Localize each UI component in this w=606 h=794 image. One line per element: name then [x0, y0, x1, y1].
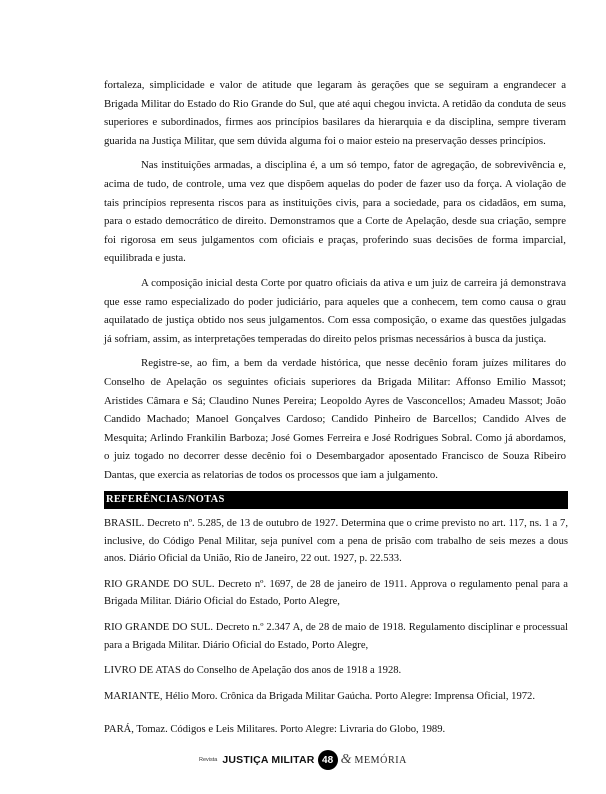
- references-header: REFERÊNCIAS/NOTAS: [104, 491, 568, 509]
- reference-item: BRASIL. Decreto nº. 5.285, de 13 de outubro de 1927. Determina que o crime previsto no art. 117, ns. 1 a 7, inclusive, do Código Penal Militar, seja punível com a pena de prisão com trabalho de seis mezes a dous anos. Diário Oficial da União, Rio de Janeiro, 22 out. 1927, p. 22.533.: [104, 518, 568, 565]
- body-text: [104, 76, 566, 484]
- page-number: 48: [318, 750, 338, 770]
- footer-memoria: MEMÓRIA: [354, 754, 408, 766]
- reference-item: LIVRO DE ATAS do Conselho de Apelação dos anos de 1918 a 1928.: [104, 665, 402, 677]
- reference-item: RIO GRANDE DO SUL. Decreto nº. 1697, de 28 de janeiro de 1911. Approva o regulamento penal para a Brigada Militar. Diário Oficial do Estado, Porto Alegre,: [104, 578, 568, 608]
- reference-item: PARÁ, Tomaz. Códigos e Leis Militares. Porto Alegre: Livraria do Globo, 1989.: [104, 724, 446, 736]
- references-list: [104, 515, 568, 747]
- reference-item: MARIANTE, Hélio Moro. Crônica da Brigada Militar Gaúcha. Porto Alegre: Imprensa Oficial, 1972.: [104, 690, 536, 702]
- paragraph: Registre-se, ao fim, a bem da verdade histórica, que nesse decênio foram juízes militares do Conselho de Apelação os seguintes oficiais superiores da Brigada Militar: Affonso Emilio Massot; Aristides Câmara e Sá; Claudino Nunes Pereira; Leopoldo Ayres de Vasconcellos; Amadeu Massot; João Candido Machado; Manoel Gonçalves Cardoso; Candido Pinheiro de Barcellos; Candido Alves de Mesquita; Arlindo Frankilin Barboza; José Gomes Ferreira e José Rodrigues Sobral. Como já abordamos, o juiz togado no decorrer desse decênio foi o Desembargador aposentado Francisco de Souza Ribeiro Dantas, que exercia as relatorias de todos os processos que iam a julgamento.: [104, 357, 566, 481]
- reference-item: RIO GRANDE DO SUL. Decreto n.º 2.347 A, de 28 de maio de 1918. Regulamento disciplinar e processual para a Brigada Militar. Diário Oficial do Estado, Porto Alegre,: [104, 621, 568, 651]
- paragraph: Nas instituições armadas, a disciplina é, a um só tempo, fator de agregação, de sobrevivência e, acima de tudo, de controle, uma vez que dispõem aquelas do poder de fazer uso da força. A violação de tais princípios representa riscos para as instituições civis, para a sociedade, para os cidadãos, em suma, para o estado democrático de direito. Demonstramos que a Corte de Apelação, desde sua criação, sempre foi rigorosa em seus julgamentos com oficiais e praças, proferindo suas decisões de forma imparcial, equilibrada e justa.: [104, 159, 566, 265]
- paragraph: fortaleza, simplicidade e valor de atitude que legaram às gerações que se seguiram a engrandecer a Brigada Militar do Estado do Rio Grande do Sul, que até aqui chegou invicta. A retidão da conduta de seus superiores e subordinados, firmes aos princípios basilares da hierarquia e da disciplina, sempre tiveram guarida na Justiça Militar, que sem dúvida alguma foi o maior esteio na preservação desses princípios.: [104, 79, 566, 147]
- footer-brand: JUSTIÇA MILITAR: [222, 754, 315, 766]
- footer-revista-label: Revista: [198, 757, 218, 763]
- page-footer: [0, 748, 606, 772]
- footer-ampersand: &: [340, 752, 352, 767]
- paragraph: A composição inicial desta Corte por quatro oficiais da ativa e um juiz de carreira já demonstrava que esse ramo especializado do poder judiciário, para aqueles que a conhecem, tem como causa o grau aquilatado de justiça obtido nos seus julgamentos. Com essa composição, o exame das questões julgadas já sofriam, assim, as interpretações temperadas do direito pelos prismas necessários à busca da justiça.: [104, 276, 566, 345]
